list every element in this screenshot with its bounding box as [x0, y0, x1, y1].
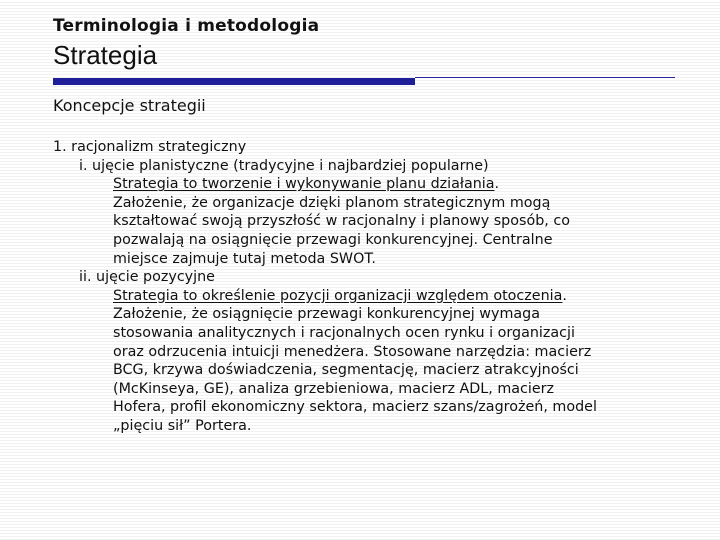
definition-text: Strategia to tworzenie i wykonywanie planu działania [113, 176, 495, 193]
sub-item-ii-line: stosowania analitycznych i racjonalnych ocen rynku i organizacji [113, 324, 575, 341]
sub-item-ii-line: (McKinseya, GE), analiza grzebieniowa, macierz ADL, macierz [113, 380, 555, 397]
sub-item-ii-line: BCG, krzywa doświadczenia, segmentację, macierz atrakcyjności [113, 362, 579, 379]
definition-period: . [562, 287, 567, 304]
list-item-1: 1. racjonalizm strategiczny [53, 139, 247, 155]
sub-item-ii-definition [113, 287, 693, 306]
title-rule-thin [415, 77, 675, 78]
sub-item-ii-line: Hofera, profil ekonomiczny sektora, macierz szans/zagrożeń, model [113, 399, 597, 416]
sub-item-i-line: miejsce zajmuje tutaj metoda SWOT. [113, 250, 376, 267]
sub-item-ii-line: oraz odrzucenia intuicji menedżera. Stosowane narzędzia: macierz [113, 343, 592, 360]
definition-period: . [494, 176, 500, 193]
title-rule-thick [53, 78, 415, 85]
slide-title: Strategia [53, 40, 158, 70]
definition-text: Strategia to określenie pozycji organizacji względem otoczenia [113, 287, 563, 304]
sub-item-i-label: i. ujęcie planistyczne (tradycyjne i najbardziej popularne) [79, 157, 489, 174]
section-heading: Koncepcje strategii [53, 96, 206, 115]
sub-item-ii-label: ii. ujęcie pozycyjne [79, 269, 215, 286]
sub-item-ii-line: „pięciu sił” Portera. [113, 417, 252, 434]
sub-item-i-line: pozwalają na osiągnięcie przewagi konkurencyjnej. Centralne [113, 231, 553, 248]
sub-item-ii-line: Założenie, że osiągnięcie przewagi konkurencyjnej wymaga [113, 306, 540, 323]
sub-item-i-line: Założenie, że organizacje dzięki planom strategicznym mogą [113, 194, 551, 211]
sub-item-i-line: kształtować swoją przyszłość w racjonalny i planowy sposób, co [113, 213, 570, 230]
slide-supertitle: Terminologia i metodologia [53, 16, 320, 36]
slide-body [53, 138, 693, 436]
sub-item-i-definition [113, 175, 693, 194]
